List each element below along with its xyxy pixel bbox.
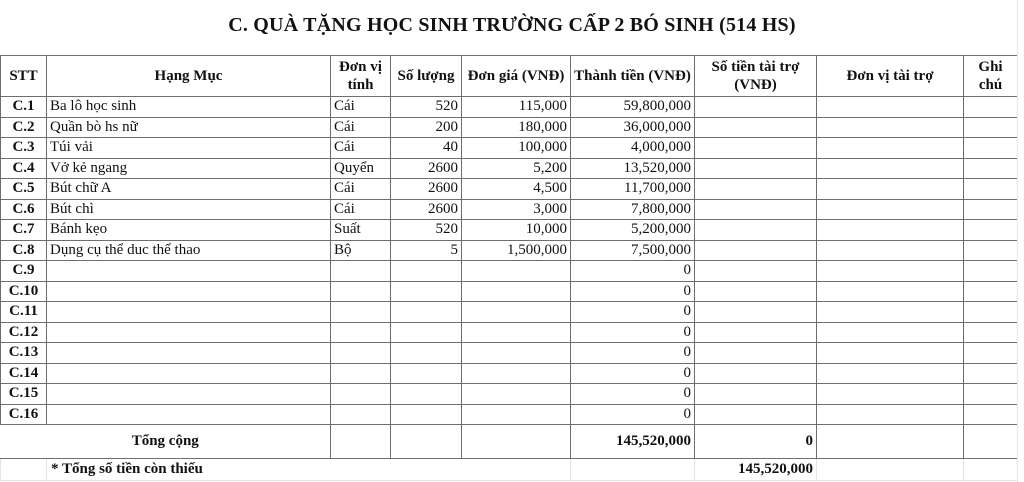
header-stt[interactable]: STT bbox=[1, 56, 47, 97]
table-row bbox=[1, 302, 1018, 323]
price-cell[interactable] bbox=[462, 343, 571, 364]
sheet-title: C. QUÀ TẶNG HỌC SINH TRƯỜNG CẤP 2 BÓ SINH (514 HS) bbox=[228, 14, 796, 36]
sponsor-amount-cell[interactable] bbox=[695, 138, 817, 159]
unit-cell[interactable] bbox=[331, 261, 391, 282]
total-price-cell[interactable] bbox=[462, 425, 571, 459]
shortfall-blank-cell-2[interactable] bbox=[571, 459, 695, 481]
unit-cell[interactable]: Cái bbox=[331, 199, 391, 220]
note-cell[interactable] bbox=[964, 281, 1018, 302]
unit-cell[interactable]: Cái bbox=[331, 97, 391, 118]
stt-cell[interactable]: C.10 bbox=[1, 281, 47, 302]
sponsor-cell[interactable] bbox=[817, 302, 964, 323]
table-row bbox=[1, 343, 1018, 364]
stt-cell[interactable]: C.6 bbox=[1, 199, 47, 220]
qty-cell[interactable]: 200 bbox=[391, 117, 462, 138]
item-cell[interactable] bbox=[47, 384, 331, 405]
price-cell[interactable]: 4,500 bbox=[462, 179, 571, 200]
sponsor-amount-cell[interactable] bbox=[695, 117, 817, 138]
price-cell[interactable]: 100,000 bbox=[462, 138, 571, 159]
unit-cell[interactable] bbox=[331, 384, 391, 405]
stt-cell[interactable]: C.12 bbox=[1, 322, 47, 343]
stt-cell[interactable]: C.2 bbox=[1, 117, 47, 138]
stt-cell[interactable]: C.15 bbox=[1, 384, 47, 405]
amount-cell[interactable]: 7,800,000 bbox=[571, 199, 695, 220]
item-cell[interactable]: Vở kẻ ngang bbox=[47, 158, 331, 179]
table-row bbox=[1, 261, 1018, 282]
unit-cell[interactable]: Quyển bbox=[331, 158, 391, 179]
table-row bbox=[1, 363, 1018, 384]
item-cell[interactable] bbox=[47, 343, 331, 364]
qty-cell[interactable]: 520 bbox=[391, 220, 462, 241]
price-cell[interactable] bbox=[462, 302, 571, 323]
stt-cell[interactable]: C.8 bbox=[1, 240, 47, 261]
table-row bbox=[1, 384, 1018, 405]
stt-cell[interactable]: C.3 bbox=[1, 138, 47, 159]
stt-cell[interactable]: C.1 bbox=[1, 97, 47, 118]
header-hang-muc[interactable]: Hạng Mục bbox=[47, 56, 331, 97]
table-row bbox=[1, 220, 1018, 241]
note-cell[interactable] bbox=[964, 322, 1018, 343]
item-cell[interactable] bbox=[47, 261, 331, 282]
qty-cell[interactable] bbox=[391, 384, 462, 405]
table-row bbox=[1, 158, 1018, 179]
sponsor-amount-cell[interactable] bbox=[695, 404, 817, 425]
qty-cell[interactable] bbox=[391, 302, 462, 323]
table-row bbox=[1, 138, 1018, 159]
unit-cell[interactable] bbox=[331, 404, 391, 425]
header-don-vi-tinh[interactable]: Đơn vị tính bbox=[331, 56, 391, 97]
amount-cell[interactable]: 0 bbox=[571, 322, 695, 343]
stt-cell[interactable]: C.7 bbox=[1, 220, 47, 241]
note-cell[interactable] bbox=[964, 97, 1018, 118]
unit-cell[interactable] bbox=[331, 363, 391, 384]
sponsor-amount-cell[interactable] bbox=[695, 97, 817, 118]
shortfall-row bbox=[1, 459, 1018, 481]
amount-cell[interactable]: 4,000,000 bbox=[571, 138, 695, 159]
price-cell[interactable]: 5,200 bbox=[462, 158, 571, 179]
note-cell[interactable] bbox=[964, 302, 1018, 323]
qty-cell[interactable]: 2600 bbox=[391, 179, 462, 200]
qty-cell[interactable]: 5 bbox=[391, 240, 462, 261]
item-cell[interactable]: Quần bò hs nữ bbox=[47, 117, 331, 138]
unit-cell[interactable]: Cái bbox=[331, 117, 391, 138]
amount-cell[interactable]: 0 bbox=[571, 302, 695, 323]
sponsor-amount-cell[interactable] bbox=[695, 220, 817, 241]
sponsor-cell[interactable] bbox=[817, 281, 964, 302]
shortfall-blank-cell-3[interactable] bbox=[817, 459, 964, 481]
stt-cell[interactable]: C.5 bbox=[1, 179, 47, 200]
header-thanh-tien[interactable]: Thành tiền (VNĐ) bbox=[571, 56, 695, 97]
price-cell[interactable]: 10,000 bbox=[462, 220, 571, 241]
sponsor-cell[interactable] bbox=[817, 404, 964, 425]
qty-cell[interactable]: 40 bbox=[391, 138, 462, 159]
sponsor-amount-cell[interactable] bbox=[695, 384, 817, 405]
amount-cell[interactable]: 0 bbox=[571, 384, 695, 405]
item-cell[interactable] bbox=[47, 322, 331, 343]
table-row bbox=[1, 322, 1018, 343]
sponsor-amount-cell[interactable] bbox=[695, 322, 817, 343]
sponsor-cell[interactable] bbox=[817, 158, 964, 179]
total-label[interactable]: Tổng cộng bbox=[1, 425, 331, 459]
qty-cell[interactable] bbox=[391, 281, 462, 302]
total-sponsor-amount[interactable]: 0 bbox=[695, 425, 817, 459]
sponsor-amount-cell[interactable] bbox=[695, 179, 817, 200]
note-cell[interactable] bbox=[964, 240, 1018, 261]
price-cell[interactable] bbox=[462, 384, 571, 405]
sponsor-amount-cell[interactable] bbox=[695, 363, 817, 384]
sponsor-cell[interactable] bbox=[817, 363, 964, 384]
amount-cell[interactable]: 0 bbox=[571, 404, 695, 425]
stt-cell[interactable]: C.13 bbox=[1, 343, 47, 364]
item-cell[interactable]: Túi vải bbox=[47, 138, 331, 159]
item-cell[interactable]: Ba lô học sinh bbox=[47, 97, 331, 118]
total-note-cell[interactable] bbox=[964, 425, 1018, 459]
total-qty-cell[interactable] bbox=[391, 425, 462, 459]
sponsor-cell[interactable] bbox=[817, 117, 964, 138]
unit-cell[interactable]: Cái bbox=[331, 138, 391, 159]
note-cell[interactable] bbox=[964, 220, 1018, 241]
stt-cell[interactable]: C.4 bbox=[1, 158, 47, 179]
amount-cell[interactable]: 0 bbox=[571, 343, 695, 364]
price-cell[interactable]: 1,500,000 bbox=[462, 240, 571, 261]
header-row bbox=[1, 56, 1018, 97]
sheet-right-edge bbox=[1017, 0, 1024, 482]
item-cell[interactable] bbox=[47, 281, 331, 302]
price-cell[interactable]: 3,000 bbox=[462, 199, 571, 220]
qty-cell[interactable] bbox=[391, 322, 462, 343]
amount-cell[interactable]: 5,200,000 bbox=[571, 220, 695, 241]
item-cell[interactable]: Bánh kẹo bbox=[47, 220, 331, 241]
table-row bbox=[1, 97, 1018, 118]
qty-cell[interactable]: 520 bbox=[391, 97, 462, 118]
sponsor-cell[interactable] bbox=[817, 343, 964, 364]
unit-cell[interactable] bbox=[331, 302, 391, 323]
sponsor-cell[interactable] bbox=[817, 199, 964, 220]
note-cell[interactable] bbox=[964, 404, 1018, 425]
note-cell[interactable] bbox=[964, 363, 1018, 384]
note-cell[interactable] bbox=[964, 158, 1018, 179]
unit-cell[interactable]: Cái bbox=[331, 179, 391, 200]
amount-cell[interactable]: 0 bbox=[571, 261, 695, 282]
amount-cell[interactable]: 7,500,000 bbox=[571, 240, 695, 261]
note-cell[interactable] bbox=[964, 199, 1018, 220]
total-row bbox=[1, 425, 1018, 459]
note-cell[interactable] bbox=[964, 179, 1018, 200]
note-cell[interactable] bbox=[964, 384, 1018, 405]
sponsor-amount-cell[interactable] bbox=[695, 302, 817, 323]
price-cell[interactable]: 115,000 bbox=[462, 97, 571, 118]
header-so-tien-tai-tro[interactable]: Số tiền tài trợ (VNĐ) bbox=[695, 56, 817, 97]
amount-cell[interactable]: 11,700,000 bbox=[571, 179, 695, 200]
amount-cell[interactable]: 36,000,000 bbox=[571, 117, 695, 138]
stt-cell[interactable]: C.9 bbox=[1, 261, 47, 282]
header-ghi-chu[interactable]: Ghi chú bbox=[964, 56, 1018, 97]
qty-cell[interactable] bbox=[391, 404, 462, 425]
table-row bbox=[1, 117, 1018, 138]
note-cell[interactable] bbox=[964, 117, 1018, 138]
item-cell[interactable]: Bút chữ A bbox=[47, 179, 331, 200]
stt-cell[interactable]: C.11 bbox=[1, 302, 47, 323]
amount-cell[interactable]: 0 bbox=[571, 281, 695, 302]
sponsor-cell[interactable] bbox=[817, 138, 964, 159]
sponsor-amount-cell[interactable] bbox=[695, 158, 817, 179]
table-row bbox=[1, 404, 1018, 425]
item-cell[interactable] bbox=[47, 363, 331, 384]
shortfall-blank-cell-4[interactable] bbox=[964, 459, 1018, 481]
unit-cell[interactable]: Suất bbox=[331, 220, 391, 241]
stt-cell[interactable]: C.14 bbox=[1, 363, 47, 384]
sponsor-cell[interactable] bbox=[817, 322, 964, 343]
sponsor-cell[interactable] bbox=[817, 261, 964, 282]
qty-cell[interactable] bbox=[391, 363, 462, 384]
item-cell[interactable] bbox=[47, 302, 331, 323]
table-row bbox=[1, 281, 1018, 302]
sponsor-amount-cell[interactable] bbox=[695, 261, 817, 282]
qty-cell[interactable] bbox=[391, 261, 462, 282]
price-cell[interactable] bbox=[462, 404, 571, 425]
item-cell[interactable]: Dụng cụ thể duc thể thao bbox=[47, 240, 331, 261]
shortfall-label[interactable]: * Tổng số tiền còn thiếu bbox=[47, 459, 571, 481]
sponsor-amount-cell[interactable] bbox=[695, 199, 817, 220]
qty-cell[interactable]: 2600 bbox=[391, 199, 462, 220]
price-cell[interactable]: 180,000 bbox=[462, 117, 571, 138]
price-cell[interactable] bbox=[462, 281, 571, 302]
sponsor-cell[interactable] bbox=[817, 220, 964, 241]
qty-cell[interactable] bbox=[391, 343, 462, 364]
sponsor-cell[interactable] bbox=[817, 97, 964, 118]
sponsor-amount-cell[interactable] bbox=[695, 281, 817, 302]
sponsor-cell[interactable] bbox=[817, 179, 964, 200]
unit-cell[interactable] bbox=[331, 343, 391, 364]
shortfall-amount[interactable]: 145,520,000 bbox=[695, 459, 817, 481]
unit-cell[interactable] bbox=[331, 322, 391, 343]
header-don-vi-tai-tro[interactable]: Đơn vị tài trợ bbox=[817, 56, 964, 97]
total-unit-cell[interactable] bbox=[331, 425, 391, 459]
qty-cell[interactable]: 2600 bbox=[391, 158, 462, 179]
amount-cell[interactable]: 59,800,000 bbox=[571, 97, 695, 118]
price-cell[interactable] bbox=[462, 322, 571, 343]
price-cell[interactable] bbox=[462, 363, 571, 384]
amount-cell[interactable]: 0 bbox=[571, 363, 695, 384]
total-amount[interactable]: 145,520,000 bbox=[571, 425, 695, 459]
header-don-gia[interactable]: Đơn giá (VNĐ) bbox=[462, 56, 571, 97]
sponsor-amount-cell[interactable] bbox=[695, 240, 817, 261]
item-cell[interactable]: Bút chì bbox=[47, 199, 331, 220]
sponsor-cell[interactable] bbox=[817, 384, 964, 405]
table-row bbox=[1, 240, 1018, 261]
unit-cell[interactable] bbox=[331, 281, 391, 302]
sponsor-amount-cell[interactable] bbox=[695, 343, 817, 364]
sponsor-cell[interactable] bbox=[817, 240, 964, 261]
unit-cell[interactable]: Bộ bbox=[331, 240, 391, 261]
total-sponsor-cell[interactable] bbox=[817, 425, 964, 459]
shortfall-blank-cell[interactable] bbox=[1, 459, 47, 481]
amount-cell[interactable]: 13,520,000 bbox=[571, 158, 695, 179]
table-row bbox=[1, 179, 1018, 200]
item-cell[interactable] bbox=[47, 404, 331, 425]
note-cell[interactable] bbox=[964, 343, 1018, 364]
gift-table bbox=[0, 55, 1018, 481]
stt-cell[interactable]: C.16 bbox=[1, 404, 47, 425]
table-row bbox=[1, 199, 1018, 220]
note-cell[interactable] bbox=[964, 261, 1018, 282]
price-cell[interactable] bbox=[462, 261, 571, 282]
note-cell[interactable] bbox=[964, 138, 1018, 159]
header-so-luong[interactable]: Số lượng bbox=[391, 56, 462, 97]
